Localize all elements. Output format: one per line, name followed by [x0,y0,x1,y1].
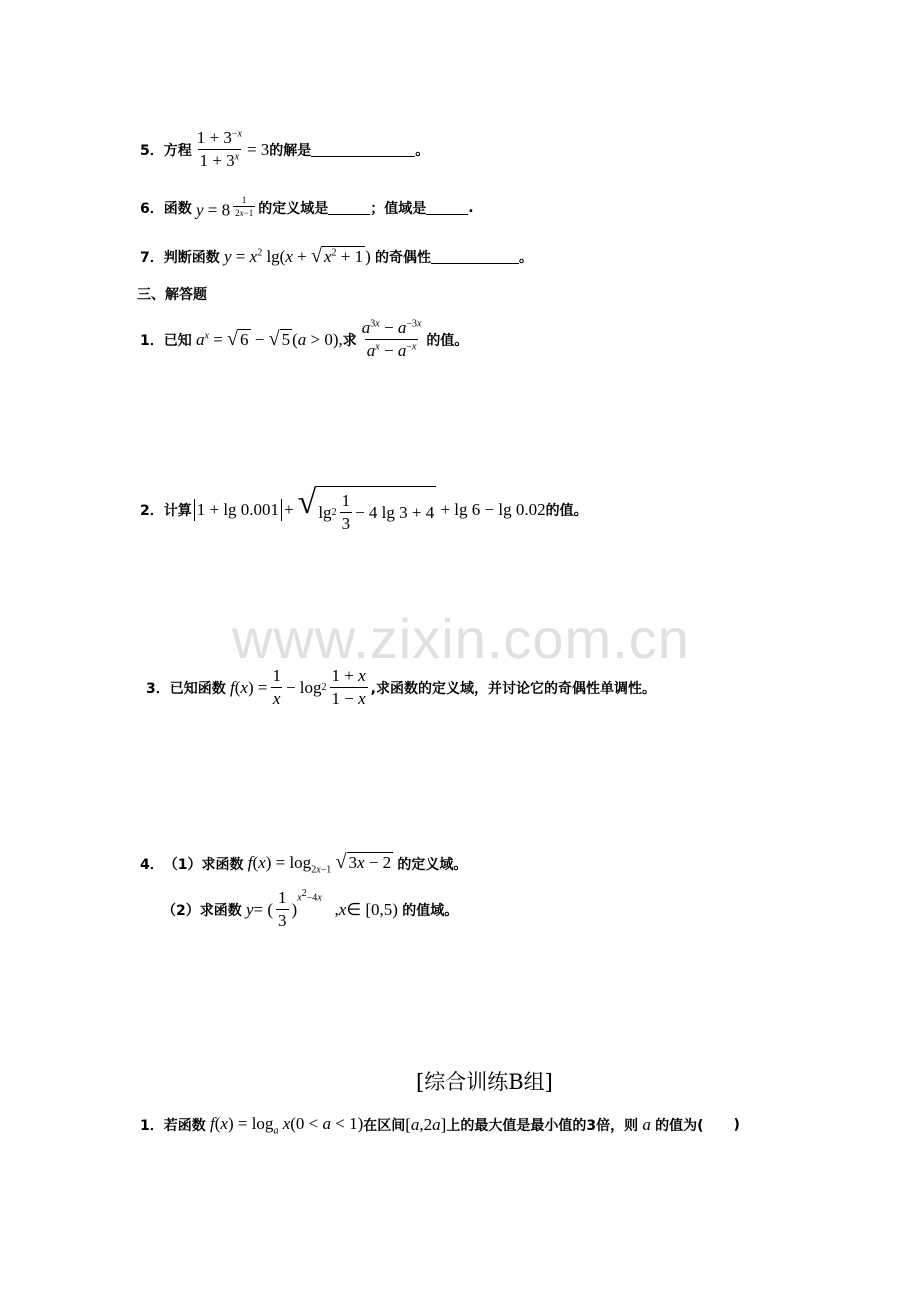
question-7: 7． 判断函数 $y = x^2$ lg(x + √ $x^2 + 1$ ) 的奇偶性 。 [140,245,534,267]
function-expression: $y = x^2$ lg(x + √ $x^2 + 1$ ) [224,245,376,267]
problem-2: 2． 计算 1 + lg 0.001 + √ lg 2 $\frac{1}{3}$ − 4 lg 3 + 4 + lg 6 − lg 0.02 的值。 [140,484,588,533]
question-number: 3． [146,680,170,697]
group-b-title: [综合训练B组] [416,1070,553,1094]
question-number: 4． [140,856,164,873]
group-b-question-1: 1． 若函数 $f(x) = \log_a x(0 < a < 1)$ 在区间 [a,2a] 上的最大值是最小值的3倍，则 a 的值为( ) [140,1114,740,1137]
answer-blank[interactable] [311,142,415,157]
question-number: 7． [140,249,164,266]
question-6: 6． 函数 y = 8 $^{\frac{1}{2x-1}}$ 的定义域是 ；值域是 . [140,195,474,220]
domain-blank[interactable] [328,200,370,215]
watermark: www.zixin.com.cn [232,607,690,670]
problem-4-part-2: （2）求函数 y = ( $\frac{1}{3}$ ) $^{x^2 -4x}$ , x ∈ [0,5) 的值域。 [162,888,459,930]
question-number: 5． [140,142,164,159]
question-number: 6． [140,200,164,217]
question-5: 5． 方程 $\frac{1 + 3^{-x}}{1 + 3^x}$ = 3 的解是 。 [140,128,430,170]
problem-4-part-1: 4． （1）求函数 $f(x) = \log_{2x-1}$ √ 3x − 2 的定义域。 [140,851,468,876]
problem-1: 1． 已知 $a^x$ = √ 6 − √ 5 (a > 0), 求 $\frac{a^{3x} - a^{-3x}}{a^x - a^{-x}}$ 的值。 [140,318,469,360]
expression-fraction: $\frac{a^{3x} - a^{-3x}}{a^x - a^{-x}}$ [361,318,422,360]
section-heading: 三、解答题 [137,287,207,303]
problem-3: 3． 已知函数 f ( x ) = $\frac{1}{x}$ − log 2 $\frac{1 + x}{1 - x}$ ,求函数的定义域，并讨论它的奇偶性单调性。 [146,666,656,708]
answer-blank[interactable] [431,249,519,264]
question-number: 1． [140,1118,164,1135]
equation-fraction: $\frac{1 + 3^{-x}}{1 + 3^x}$ [196,128,242,170]
range-blank[interactable] [426,200,468,215]
question-number: 2． [140,503,164,519]
question-number: 1． [140,332,164,349]
function-expression: y = 8 $^{\frac{1}{2x-1}}$ [196,195,254,220]
